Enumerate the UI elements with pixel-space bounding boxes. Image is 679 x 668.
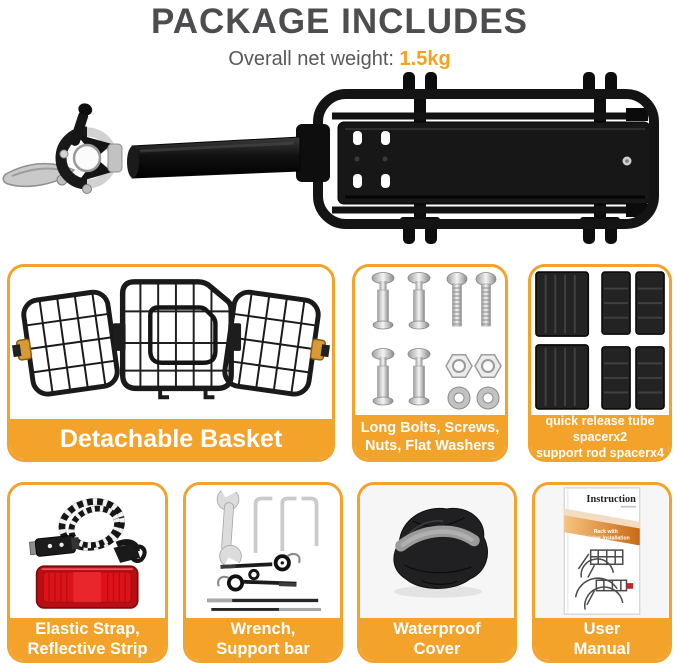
quick-release-clamp: [3, 102, 122, 194]
kit-item-card-wrench: [183, 482, 343, 663]
rear-rack-photo: [0, 58, 679, 258]
kit-item-card-waterproof-cover: [357, 482, 517, 663]
detachable-basket-photo: [10, 267, 332, 419]
waterproof-cover-label: Waterproof Cover: [360, 618, 514, 660]
wrench-photo: [186, 485, 340, 618]
spacers-label: quick release tube spacerx2 support rod spacerx4: [531, 415, 669, 459]
cover-illustration: [362, 486, 513, 618]
wrench-support-bar-illustration: [188, 486, 339, 618]
elastic-strap-photo: [10, 485, 165, 618]
spacers-photo: [531, 267, 669, 415]
basket-illustration: [12, 268, 330, 418]
kit-item-card-user-manual: [532, 482, 672, 663]
waterproof-cover-photo: [360, 485, 514, 618]
bolts-label: Long Bolts, Screws, Nuts, Flat Washers: [355, 415, 505, 459]
manual-band-line1: Rack with: [593, 528, 618, 535]
wrench: [217, 486, 241, 576]
elastic-strap-label: Elastic Strap, Reflective Strip: [10, 618, 165, 660]
net-weight-value: 1.5kg: [399, 48, 451, 70]
detachable-basket-label: Detachable Basket: [10, 419, 332, 459]
manual-illustration: [536, 486, 668, 618]
user-manual-label: User Manual: [535, 618, 669, 660]
page-title: PACKAGE INCLUDES: [150, 2, 529, 41]
manual-title: Instruction: [586, 493, 636, 505]
kit-item-card-detachable-basket: [7, 264, 335, 462]
kit-item-card-spacers: [528, 264, 672, 462]
strap-reflector-illustration: [12, 486, 164, 618]
user-manual-photo: [535, 485, 669, 618]
kit-item-card-long-bolts: [352, 264, 508, 462]
reflector: [36, 566, 137, 608]
kit-item-card-elastic-strap: [7, 482, 168, 663]
wrench-label: Wrench, Support bar: [186, 618, 340, 660]
bolts-illustration: [355, 267, 505, 415]
spacers-illustration: [532, 267, 668, 415]
net-weight-label: Overall net weight:: [228, 48, 394, 70]
bolts-photo: [355, 267, 505, 415]
rear-rack-illustration: [0, 58, 679, 258]
manual-band-line2: Quicker Installation: [581, 535, 630, 542]
